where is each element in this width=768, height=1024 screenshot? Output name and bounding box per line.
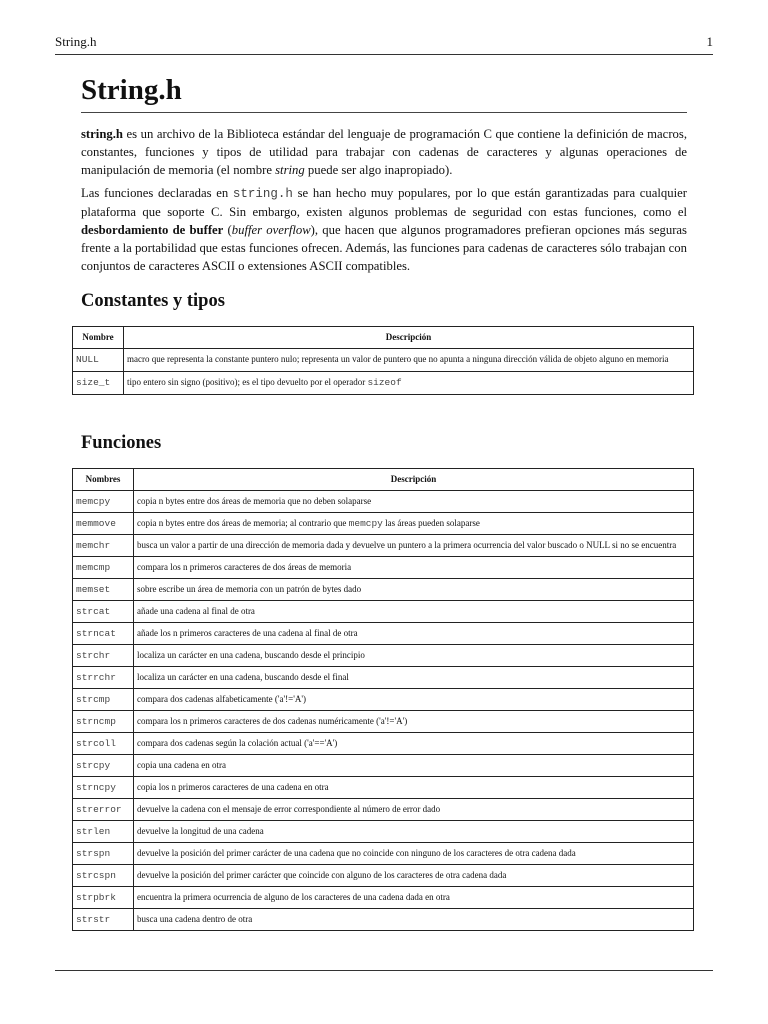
function-desc [134, 513, 694, 535]
table-row [73, 821, 694, 843]
function-name: memchr [73, 535, 134, 557]
function-desc: añade una cadena al final de otra [134, 601, 694, 623]
function-name: strcpy [73, 755, 134, 777]
function-name: strlen [73, 821, 134, 843]
function-name: strncpy [73, 777, 134, 799]
function-name: strcmp [73, 689, 134, 711]
table-row [73, 689, 694, 711]
constants-heading: Constantes y tipos [81, 291, 225, 311]
function-desc: devuelve la cadena con el mensaje de error correspondiente al número de error dado [134, 799, 694, 821]
function-name: strcspn [73, 865, 134, 887]
constant-desc: macro que representa la constante puntero nulo; representa un valor de puntero que no apunta a ninguna dirección válida de objeto alguno en memoria [124, 349, 694, 372]
table-row [73, 755, 694, 777]
table-row [73, 711, 694, 733]
constant-name: NULL [73, 349, 124, 372]
table-row [73, 623, 694, 645]
function-name: strstr [73, 909, 134, 931]
function-desc: compara dos cadenas alfabeticamente ('a'!='A') [134, 689, 694, 711]
footer-rule [55, 970, 713, 971]
function-desc: devuelve la posición del primer carácter que coincide con alguno de los caracteres de otra cadena dada [134, 865, 694, 887]
constant-desc [124, 372, 694, 395]
p2-emphasis: buffer overflow [231, 223, 311, 237]
running-title: String.h [55, 34, 97, 49]
functions-table [72, 468, 694, 931]
second-paragraph [81, 184, 687, 275]
functions-heading: Funciones [81, 433, 162, 453]
function-desc: copia una cadena en otra [134, 755, 694, 777]
desc-code: memcpy [348, 518, 383, 529]
function-name: strspn [73, 843, 134, 865]
running-header [55, 34, 713, 50]
function-desc: compara los n primeros caracteres de dos áreas de memoria [134, 557, 694, 579]
table-row [73, 579, 694, 601]
col-desc-header: Descripción [124, 327, 694, 349]
table-row [73, 909, 694, 931]
p2-code: string.h [232, 187, 293, 201]
col-desc-header: Descripción [134, 469, 694, 491]
function-name: strcat [73, 601, 134, 623]
function-desc: encuentra la primera ocurrencia de alguno de los caracteres de una cadena dada en otra [134, 887, 694, 909]
table-row [73, 601, 694, 623]
function-name: strcoll [73, 733, 134, 755]
function-desc: sobre escribe un área de memoria con un patrón de bytes dado [134, 579, 694, 601]
table-row [73, 557, 694, 579]
table-row [73, 491, 694, 513]
p2-text-1: Las funciones declaradas en [81, 186, 233, 200]
function-desc: copia n bytes entre dos áreas de memoria que no deben solaparse [134, 491, 694, 513]
page-number: 1 [706, 34, 713, 49]
buffer-overflow-link[interactable]: desbordamiento de buffer [81, 223, 224, 237]
function-desc: localiza un carácter en una cadena, buscando desde el final [134, 667, 694, 689]
desc-code: sizeof [367, 377, 402, 388]
table-row [73, 843, 694, 865]
header-rule [55, 54, 713, 55]
col-name-header: Nombre [73, 327, 124, 349]
constants-table [72, 326, 694, 395]
function-desc: compara dos cadenas según la colación actual ('a'=='A') [134, 733, 694, 755]
function-desc: busca un valor a partir de una dirección de memoria dada y devuelve un puntero a la primera ocurrencia del valor buscado o NULL si no se encuentra [134, 535, 694, 557]
function-name: memcmp [73, 557, 134, 579]
function-desc: compara los n primeros caracteres de dos cadenas numéricamente ('a'!='A') [134, 711, 694, 733]
table-row [73, 865, 694, 887]
table-row [73, 513, 694, 535]
intro-text-2: puede ser algo inapropiado). [304, 163, 453, 177]
constant-name: size_t [73, 372, 124, 395]
table-row [73, 372, 694, 395]
function-desc: devuelve la posición del primer carácter de una cadena que no coincide con ninguno de los caracteres de otra cadena dada [134, 843, 694, 865]
function-name: memcpy [73, 491, 134, 513]
function-name: strncat [73, 623, 134, 645]
table-row [73, 645, 694, 667]
function-name: memmove [73, 513, 134, 535]
table-row [73, 733, 694, 755]
desc-text: copia n bytes entre dos áreas de memoria; al contrario que [137, 518, 349, 528]
table-row [73, 777, 694, 799]
intro-text-1: es un archivo de la Biblioteca estándar del lenguaje de programación C que contiene la definición de macros, constantes, funciones y tipos de utilidad para trabajar con cadenas de caracteres y algunas operaciones de manipulación de memoria (el nombre [81, 127, 687, 177]
intro-emphasis: string [275, 163, 305, 177]
col-name-header: Nombres [73, 469, 134, 491]
p2-text-3: ( [223, 223, 232, 237]
article-body [81, 70, 687, 275]
intro-paragraph [81, 125, 687, 179]
desc-text: tipo entero sin signo (positivo); es el tipo devuelto por el operador [127, 377, 368, 387]
table-header-row [73, 469, 694, 491]
function-name: strerror [73, 799, 134, 821]
desc-text: las áreas pueden solaparse [382, 518, 480, 528]
page-title: String.h [81, 70, 687, 113]
function-name: strncmp [73, 711, 134, 733]
p2-text-4: ), que hacen que algunos programadores prefieran opciones más seguras frente a la portabilidad que estas funciones ofrecen. Además, las funciones para cadenas de caracteres sólo trabajan con conjuntos de caracteres ASCII o extensiones ASCII compatibles. [81, 223, 687, 273]
table-row [73, 349, 694, 372]
function-desc: devuelve la longitud de una cadena [134, 821, 694, 843]
p2-text-2: se han hecho muy populares, por lo que están garantizadas para cualquier plataforma que soporte C. Sin embargo, existen algunos problemas de seguridad con estas funciones, como el [81, 186, 687, 219]
table-header-row [73, 327, 694, 349]
function-desc: añade los n primeros caracteres de una cadena al final de otra [134, 623, 694, 645]
function-desc: copia los n primeros caracteres de una cadena en otra [134, 777, 694, 799]
table-row [73, 887, 694, 909]
function-desc: busca una cadena dentro de otra [134, 909, 694, 931]
function-name: strchr [73, 645, 134, 667]
table-row [73, 799, 694, 821]
table-row [73, 535, 694, 557]
table-row [73, 667, 694, 689]
function-desc: localiza un carácter en una cadena, buscando desde el principio [134, 645, 694, 667]
function-name: strrchr [73, 667, 134, 689]
term-link[interactable]: string.h [81, 127, 123, 141]
function-name: strpbrk [73, 887, 134, 909]
function-name: memset [73, 579, 134, 601]
